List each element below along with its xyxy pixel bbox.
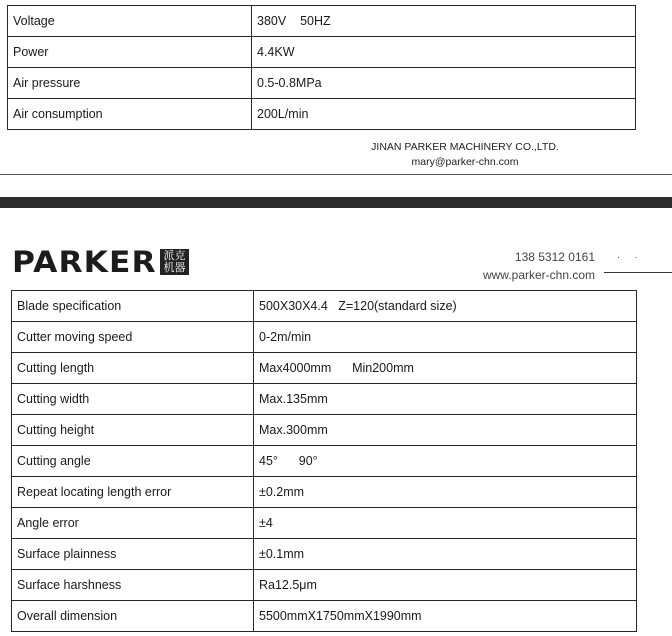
spec-value: 200L/min (252, 99, 636, 130)
spec-label: Air consumption (8, 99, 252, 130)
spec-row (12, 291, 637, 322)
spec-label: Voltage (8, 6, 252, 37)
company-name: JINAN PARKER MACHINERY CO.,LTD. (371, 141, 559, 153)
spec-row (12, 539, 637, 570)
spec-label: Cutting width (12, 384, 254, 415)
spec-value: ±0.1mm (254, 539, 637, 570)
spec-label: Overall dimension (12, 601, 254, 632)
spec-label: Power (8, 37, 252, 68)
spec-label: Surface harshness (12, 570, 254, 601)
spec-value: 45° 90° (254, 446, 637, 477)
logo-mark-line-2: 机器 (163, 262, 186, 274)
spec-row (12, 477, 637, 508)
spec-label: Cutting height (12, 415, 254, 446)
spec-label: Cutting length (12, 353, 254, 384)
spec-label: Repeat locating length error (12, 477, 254, 508)
spec-row (12, 353, 637, 384)
spec-row (12, 322, 637, 353)
spec-value: ±4 (254, 508, 637, 539)
spec-row (12, 446, 637, 477)
spec-row (12, 384, 637, 415)
spec-value: 500X30X4.4 Z=120(standard size) (254, 291, 637, 322)
spec-label: Cutter moving speed (12, 322, 254, 353)
spec-value: 4.4KW (252, 37, 636, 68)
machine-spec-table (11, 290, 637, 632)
spec-value: 380V 50HZ (252, 6, 636, 37)
spec-value: ±0.2mm (254, 477, 637, 508)
spec-row (8, 37, 636, 68)
logo-mark-line-1: 派克 (163, 250, 186, 262)
page-break-bar (0, 197, 672, 208)
spec-label: Blade specification (12, 291, 254, 322)
spec-value: 0-2m/min (254, 322, 637, 353)
spec-row (12, 570, 637, 601)
spec-label: Surface plainness (12, 539, 254, 570)
spec-row (8, 6, 636, 37)
spec-label: Air pressure (8, 68, 252, 99)
spec-row (12, 508, 637, 539)
company-info (360, 140, 570, 170)
logo-chinese-mark (160, 249, 189, 275)
contact-block (455, 248, 595, 284)
spec-row (12, 601, 637, 632)
spec-row (12, 415, 637, 446)
spec-value: 0.5-0.8MPa (252, 68, 636, 99)
header-rule (604, 272, 672, 273)
divider-line (0, 174, 672, 175)
spec-row (8, 68, 636, 99)
spec-row (8, 99, 636, 130)
company-email: mary@parker-chn.com (411, 156, 519, 168)
phone-number: 138 5312 0161 (514, 250, 595, 264)
spec-value: Max4000mm Min200mm (254, 353, 637, 384)
parker-logo (12, 247, 189, 277)
spec-value: 5500mmX1750mmX1990mm (254, 601, 637, 632)
scan-marks: · · (617, 252, 644, 262)
spec-label: Angle error (12, 508, 254, 539)
website-url: www.parker-chn.com (482, 268, 595, 282)
electrical-spec-table-body (8, 6, 636, 130)
logo-wordmark: PARKER (12, 245, 157, 279)
spec-label: Cutting angle (12, 446, 254, 477)
machine-spec-table-body (12, 291, 637, 632)
spec-value: Max.135mm (254, 384, 637, 415)
spec-value: Ra12.5μm (254, 570, 637, 601)
spec-value: Max.300mm (254, 415, 637, 446)
electrical-spec-table (7, 5, 636, 130)
